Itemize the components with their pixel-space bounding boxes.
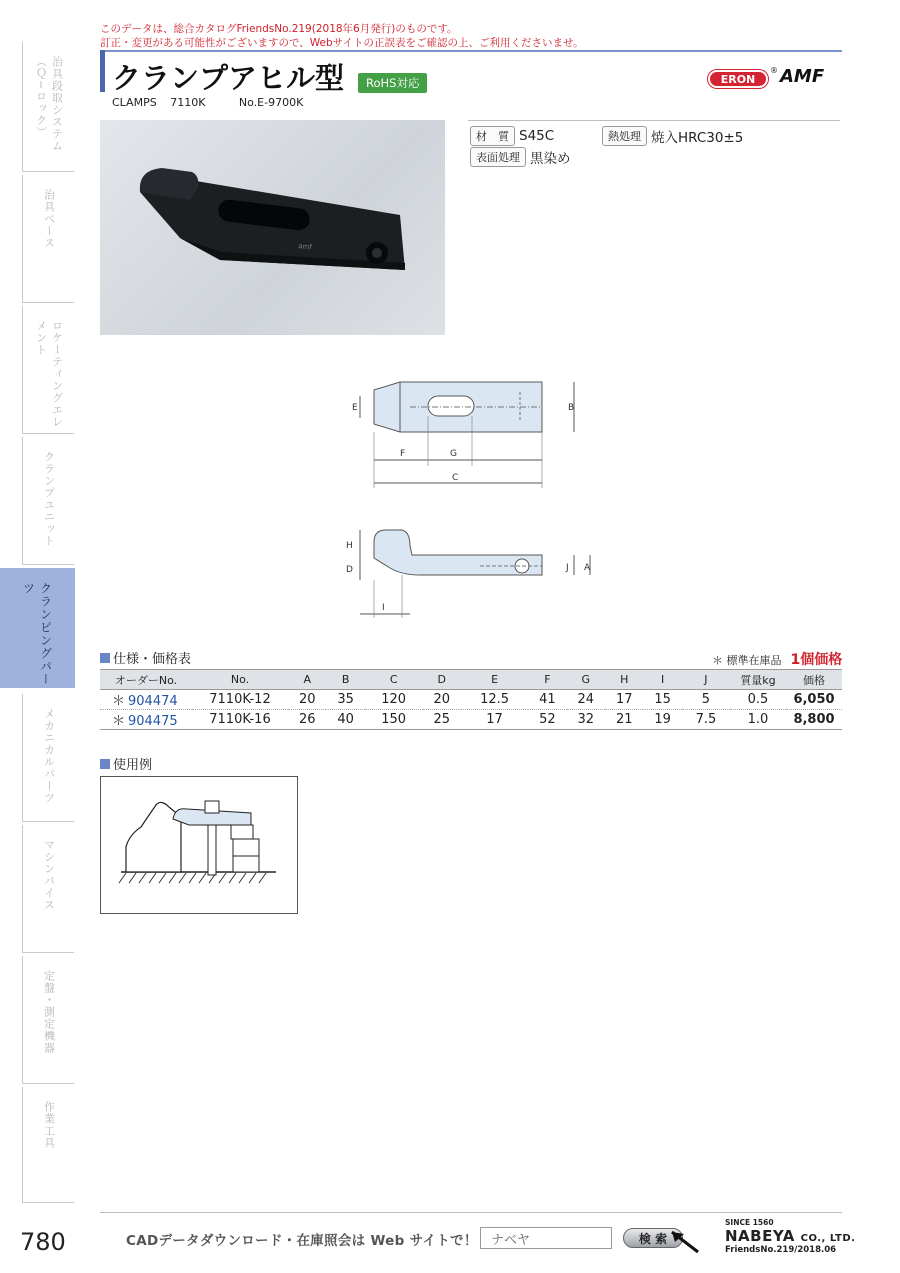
model-no-cell: 7110K-16 — [192, 710, 288, 730]
col-C: C — [365, 670, 423, 690]
cell-F: 41 — [528, 690, 566, 710]
catalog-notice — [100, 22, 584, 50]
dim-label-F: F — [400, 449, 406, 459]
product-photo — [100, 120, 445, 335]
dim-label-D: D — [346, 565, 353, 575]
sidebar-item-label: 作業工具 — [42, 1101, 56, 1149]
standard-stock-note: ＊ 標準在庫品 — [712, 654, 782, 667]
company-name-main: NABEYA — [725, 1227, 795, 1245]
dim-label-J: J — [566, 563, 569, 573]
sidebar-item-clamping-parts[interactable] — [0, 568, 75, 688]
cell-I: 15 — [643, 690, 681, 710]
dimension-drawing — [340, 370, 600, 630]
order-no-link[interactable]: 904475 — [128, 714, 178, 729]
cell-A: 26 — [288, 710, 326, 730]
sidebar-item-jig-setup[interactable] — [22, 42, 74, 172]
surface-treatment-value: 黒染め — [530, 151, 571, 167]
material-label: 材 質 — [470, 126, 515, 146]
col-F: F — [528, 670, 566, 690]
registered-mark: ® — [770, 66, 778, 75]
col-H: H — [605, 670, 643, 690]
cell-mass: 1.0 — [730, 710, 786, 730]
title-accent-bar — [100, 50, 105, 92]
table-header-row — [100, 670, 842, 690]
notice-line-1: このデータは、総合カタログFriendsNo.219(2018年6月発行)のものです。 — [100, 23, 458, 35]
sidebar-item-label: メカニカルパーツ — [42, 708, 56, 804]
spec-section-heading — [100, 648, 191, 667]
sidebar-item-hand-tools[interactable] — [22, 1087, 74, 1203]
sidebar-item-clamp-unit[interactable] — [22, 437, 74, 565]
company-suffix: CO., LTD. — [800, 1233, 856, 1244]
table-row — [100, 690, 842, 710]
heat-treatment-value: 焼入HRC30±5 — [651, 130, 744, 146]
dim-label-A: A — [584, 563, 591, 573]
dim-label-B: B — [568, 403, 575, 413]
sidebar-item-label: クランプユニット — [42, 451, 56, 547]
cell-E: 17 — [461, 710, 528, 730]
page-number: 780 — [20, 1228, 66, 1256]
cell-J: 7.5 — [682, 710, 730, 730]
col-E: E — [461, 670, 528, 690]
cell-H: 21 — [605, 710, 643, 730]
sidebar-item-machine-vise[interactable] — [22, 825, 74, 953]
cell-A: 20 — [288, 690, 326, 710]
company-name — [725, 1227, 855, 1245]
sidebar-item-jig-base[interactable] — [22, 175, 74, 303]
col-A: A — [288, 670, 326, 690]
sidebar-item-label: 治具段取システム（Ｑ−ロック） — [34, 56, 64, 152]
cell-B: 35 — [326, 690, 364, 710]
search-input[interactable] — [480, 1227, 612, 1249]
cell-B: 40 — [326, 710, 364, 730]
cell-I: 19 — [643, 710, 681, 730]
table-row — [100, 710, 842, 730]
dim-label-H: H — [346, 541, 353, 551]
cell-D: 20 — [423, 690, 461, 710]
cell-J: 5 — [682, 690, 730, 710]
section-marker-icon — [100, 759, 110, 769]
cell-E: 12.5 — [461, 690, 528, 710]
sidebar-item-label: 定盤・測定機器 — [42, 970, 56, 1054]
col-price: 価格 — [786, 670, 842, 690]
page-title: クランプアヒル型 — [112, 61, 345, 95]
cell-G: 24 — [567, 690, 605, 710]
heat-treatment-spec — [602, 126, 743, 146]
clamps-code: 7110K — [170, 96, 206, 109]
usage-section-title: 使用例 — [113, 758, 153, 773]
part-marking: amf — [297, 242, 313, 252]
sidebar-item-label: クランピングパーツ — [21, 582, 53, 686]
clamp-photo-illustration — [100, 120, 445, 335]
model-no-cell: 7110K-12 — [192, 690, 288, 710]
spec-section-title: 仕様・価格表 — [113, 652, 192, 667]
dim-label-E: E — [352, 403, 358, 413]
col-order-no: オーダーNo. — [100, 670, 192, 690]
usage-illustration — [101, 777, 297, 913]
cell-price: 6,050 — [786, 690, 842, 710]
catalog-edition: FriendsNo.219/2018.06 — [725, 1245, 837, 1255]
cell-C: 120 — [365, 690, 423, 710]
col-J: J — [682, 670, 730, 690]
section-marker-icon — [100, 653, 110, 663]
cell-F: 52 — [528, 710, 566, 730]
top-view — [352, 382, 574, 488]
col-mass: 質量kg — [730, 670, 786, 690]
order-no-cell[interactable] — [100, 690, 192, 710]
sidebar-item-label: 治具ベース — [42, 189, 56, 249]
usage-section-heading — [100, 754, 152, 773]
surface-treatment-spec — [470, 147, 571, 167]
product-codes — [112, 96, 303, 109]
sidebar-item-mechanical[interactable] — [22, 694, 74, 822]
col-D: D — [423, 670, 461, 690]
clamps-label: CLAMPS — [112, 96, 157, 109]
col-G: G — [567, 670, 605, 690]
cell-mass: 0.5 — [730, 690, 786, 710]
cursor-arrow-icon — [668, 1228, 708, 1258]
order-no-cell[interactable] — [100, 710, 192, 730]
col-B: B — [326, 670, 364, 690]
sidebar-item-label: マシンバイス — [42, 839, 56, 911]
dim-label-I: I — [382, 603, 385, 613]
title-rule — [105, 50, 842, 52]
footer-rule — [100, 1212, 842, 1213]
rohs-badge: RoHS対応 — [358, 73, 427, 93]
notice-line-2: 訂正・変更がある可能性がございますので、Webサイトの正誤表をご確認の上、ご利用くださいませ。 — [100, 37, 584, 49]
surface-treatment-label: 表面処理 — [470, 147, 526, 167]
since-year: SINCE 1560 — [725, 1218, 774, 1227]
dim-label-G: G — [450, 449, 457, 459]
unit-price-note: 1個価格 — [790, 652, 843, 668]
sidebar-item-label: ロケーティングエレメント — [34, 320, 64, 428]
cad-download-text: CADデータダウンロード・在庫照会は Web サイトで！ — [126, 1233, 478, 1249]
material-spec — [470, 126, 554, 146]
category-sidebar — [0, 0, 75, 1273]
product-number: No.E-9700K — [238, 96, 304, 109]
cell-G: 32 — [567, 710, 605, 730]
usage-example-figure — [100, 776, 298, 914]
heat-treatment-label: 熱処理 — [602, 126, 647, 146]
order-no-link[interactable]: 904474 — [128, 694, 178, 709]
cell-D: 25 — [423, 710, 461, 730]
side-view — [346, 530, 591, 618]
eron-logo: ERON — [708, 70, 768, 88]
col-no: No. — [192, 670, 288, 690]
spec-top-rule — [468, 120, 840, 121]
stock-note — [712, 649, 842, 669]
company-logo — [725, 1218, 855, 1255]
amf-logo: AMF — [780, 66, 825, 87]
search-button[interactable]: 検 索 — [623, 1228, 683, 1248]
search-input-value: ナベヤ — [491, 1232, 531, 1248]
cell-H: 17 — [605, 690, 643, 710]
sidebar-item-locating[interactable] — [22, 306, 74, 434]
cell-price: 8,800 — [786, 710, 842, 730]
stock-star: ＊ — [112, 714, 126, 729]
col-I: I — [643, 670, 681, 690]
spec-price-table — [100, 669, 842, 730]
stock-star: ＊ — [112, 694, 126, 709]
dim-label-C: C — [452, 473, 459, 483]
material-value: S45C — [519, 128, 555, 144]
sidebar-item-surface-plate[interactable] — [22, 956, 74, 1084]
cell-C: 150 — [365, 710, 423, 730]
